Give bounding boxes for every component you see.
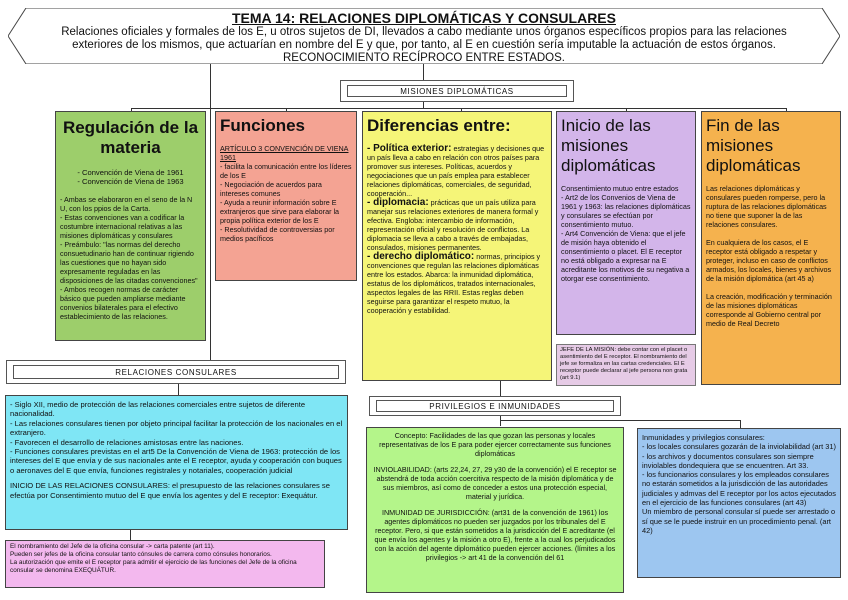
- privilegios-concepto: Concepto: Facilidades de las que gozan las personas y locales representativas de los E para poder ejercer correctamente sus funciones diplomáticas: [379, 431, 611, 458]
- fin-title: Fin de las misiones diplomáticas: [706, 116, 801, 175]
- jefe-mision-text: JEFE DE LA MISIÓN: debe contar con el placet o asentimiento del E receptor. El nombramiento del jefe se formaliza en las cartas credenciales. El E receptor puede declarar al jefe persona non grata (art 9.1): [560, 347, 688, 381]
- politica-text: estrategias y decisiones que un país lleva a cabo en relación con otros países para promover sus intereses. Políticas, acuerdos y negociaciones que un país emplea para establecer relaciones diplomáticas, comerciales, de seguridad, cooperación...: [367, 144, 545, 198]
- page-title: TEMA 14: RELACIONES DIPLOMÁTICAS Y CONSULARES: [231, 10, 616, 26]
- funciones-subtitle: ARTÍCULO 3 CONVENCIÓN DE VIENA 1961: [220, 144, 349, 162]
- section-bar-consulares: [6, 360, 346, 384]
- consulares-inicio: INICIO DE LAS RELACIONES CONSULARES: el presupuesto de las relaciones consulares se efectúa por Consentimiento mutuo del E que envía los agentes y del E receptor: Exequátur.: [10, 481, 330, 500]
- diplomacia-term: - diplomacia:: [367, 197, 429, 208]
- fin-box: [701, 111, 841, 385]
- fin-body: Las relaciones diplomáticas y consulares pueden romperse, pero la ruptura de las relaciones diplomáticas no tiene que suponer la de las relaciones consulares. En cualquiera de los casos, el E receptor está obligado a respetar y proteger, incluso en caso de conflictos armados, los locales, bienes y archivos de la misión diplomática (art 45 a) La creación, modificación y terminación de las misiones diplomáticas corresponde al Gobierno central por medio de Real Decreto: [706, 184, 832, 328]
- derecho-text: normas, principios y convenciones que regulan las relaciones diplomáticas entre los estados. Abarca: la inmunidad diplomática, estatus de los diplomáticos, tratados internacionales, aspectos legales de las RRII. Estas reglas deben seguirse para garantizar el respeto mutuo, la cooperación y estabilidad.: [367, 252, 541, 315]
- derecho-term: - derecho diplomático:: [367, 251, 475, 262]
- inicio-box: [556, 111, 696, 335]
- jefe-mision-note: [556, 344, 696, 386]
- diferencias-diplomacia: [367, 198, 547, 252]
- politica-term: - Política exterior:: [367, 143, 452, 154]
- consulares-body: - Siglo XII, medio de protección de las relaciones comerciales entre sujetos de diferente nacionalidad. - Las relaciones consulares tienen por objeto principal facilitar la protección de los nacionales en el extranjero. - Favorecen el desarrollo de relaciones amistosas entre las naciones. - Funciones consulares previstas en el art5 De la Convención de Viena de 1963: protección de los intereses del E que envía y de sus nacionales ante el E receptor, ayuda y cooperación con buques o aeronaves del E que envía, funciones registrales y notariales, cooperación judicial: [10, 400, 343, 475]
- inicio-body: Consentimiento mutuo entre estados - Art2 de los Convenios de Viena de 1961 y 1963: las relaciones diplomáticas y consulares se efectúan por consentimiento mutuo. - Art4 Convención de Viena: que el jefe de misión haya obtenido el consentimiento o placet. El E receptor no está obligado a expresar na E acreditante los motivos de su negativa a otorgar ese consentimiento.: [561, 184, 691, 283]
- funciones-box: [215, 111, 357, 281]
- diferencias-politica: [367, 144, 547, 198]
- section-bar-misiones: [340, 80, 574, 102]
- diplomacia-text: prácticas que un país utiliza para manejar sus relaciones exteriores de manera formal y efectiva. Engloba: intercambio de información, representación oficial y resolución de conflictos. La diplomacia se lleva a cabo a través de embajadas, consulados, misiones permanentes.: [367, 198, 539, 252]
- regulacion-body: - Ambas se elaboraron en el seno de la N U, con los ppios de la Carta. - Estas convenciones van a codificar la costumbre internacional relativas a las misiones diplomáticas y consulares - Preámbulo: "las normas del derecho consuetudinario han de continuar rigiendo las cuestiones que no hayan sido expresamente reguladas en las disposiciones de las citadas convenciones" - Ambos recogen normas de carácter básico que pueden ampliarse mediante convenios bilaterales para el efectivo establecimiento de las relaciones.: [60, 194, 198, 321]
- header-definition: Relaciones oficiales y formales de los E, u otros sujetos de DI, llevados a cabo mediante unos órganos específicos propios para las relaciones exteriores de los mismos, que actuarían en nombre del E y que, por tanto, al E en cuestión sería imputable la actuación de estos órganos. RECONOCIMIENTO RECÍPROCO ENTRE ESTADOS.: [61, 26, 787, 64]
- privilegios-box: [366, 427, 624, 593]
- diferencias-box: [362, 111, 552, 381]
- diferencias-title: Diferencias entre:: [367, 116, 511, 135]
- privilegios-inmunidad: INMUNIDAD DE JURISDICCIÓN: (art31 de la convención de 1961) los agentes diplomáticos no pueden ser juzgados por los tribunales del E receptor. Pero, si que están sometidos a la jurisdicción del E acreditante (el que envía los agentes y la misión a otro E), frente a la cual los perjudicados con la acción del agente diplomático pueden ejercer acciones. (límites a los privilegios -> art 41 de la convención del 61: [374, 508, 616, 562]
- consulares-box: [5, 395, 348, 530]
- regulacion-title: Regulación de la materia: [62, 118, 199, 157]
- section-bar-label: MISIONES DIPLOMÁTICAS: [400, 86, 514, 96]
- inmunidades-consulares-body: Inmunidades y privilegios consulares: - los locales consulares gozarán de la inviolabilidad (art 31) - los archivos y documentos consulares son siempre inviolables dondequiera que se encuentren. Art 33. - los funcionarios consulares y los empleados consulares no estarán sometidos a la jurisdicción de las autoridades judiciales y admvas del E receptor por los actos ejecutados en el ejercicio de las funciones consulares (art 43) Un miembro de personal consular sí puede ser arrestado o sí que se le puede instruir en un procedimiento penal. (art 42): [642, 433, 836, 535]
- diferencias-derecho: [367, 252, 547, 315]
- funciones-body: - facilita la comunicación entre los líderes de los E - Negociación de acuerdos para intereses comunes - Ayuda a reunir información sobre E extranjeros que sirve para elaborar la propia política exterior de los E - Resolutividad de controversias por medios pacíficos: [220, 162, 352, 243]
- oficina-consular-note: [5, 540, 325, 588]
- oficina-consular-text: El nombramiento del Jefe de la oficina consular -> carta patente (art 11). Pueden ser jefes de la oficina consular tanto cónsules de carrera como cónsules honorarios. La autorización que emite el E receptor para admitir el ejercicio de las funciones del Jefe de la oficina consular se denomina EXEQUÁTUR.: [10, 543, 297, 574]
- topic-header: [8, 8, 840, 64]
- inmunidades-consulares-box: [637, 428, 841, 578]
- regulacion-conventions: - Convención de Viena de 1961 - Convención de Viena de 1963: [77, 168, 184, 187]
- inicio-title: Inicio de las misiones diplomáticas: [561, 116, 656, 175]
- section-bar-label: RELACIONES CONSULARES: [115, 367, 237, 377]
- regulacion-box: [55, 111, 206, 341]
- section-bar-label: PRIVILEGIOS E INMUNIDADES: [429, 401, 561, 411]
- privilegios-inviolabilidad: INVIOLABILIDAD: (arts 22,24, 27, 29 y30 de la convención) el E receptor se abstendrá de toda acción coercitiva respecto de la misión diplomática y de sus miembros, así como de conceder a estos una protección especial, material y jurídica.: [373, 465, 617, 501]
- section-bar-privilegios: [369, 396, 621, 416]
- funciones-title: Funciones: [220, 116, 306, 135]
